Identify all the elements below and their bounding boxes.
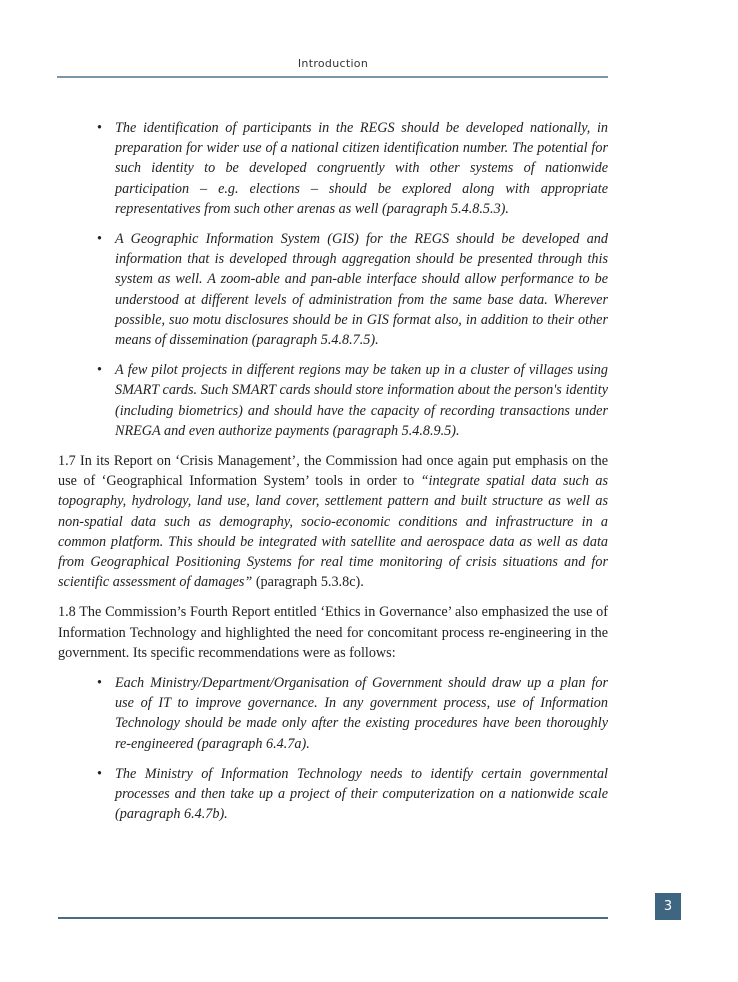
list-item <box>58 764 608 825</box>
list-item <box>58 118 608 219</box>
list-item-text: A Geographic Information System (GIS) for the REGS should be developed and information that is developed through aggregation should be presented through this system as well. A zoom-able and pan-able interface should allow performance to be understood at different levels of administration from the same base data. Wherever possible, suo motu disclosures should be in GIS format also, in addition to their other means of dissemination (paragraph 5.4.8.7.5). <box>115 231 608 349</box>
bullet-icon: • <box>97 362 102 379</box>
footer-divider <box>58 917 608 919</box>
recommendation-list-ethics <box>58 673 608 824</box>
header-divider <box>57 76 608 78</box>
bullet-icon: • <box>97 120 102 136</box>
list-item-text: The Ministry of Information Technology needs to identify certain governmental processes and then take up a project of their computerization on a nationwide scale (paragraph 6.4.7b). <box>115 765 608 823</box>
list-item-text: The identification of participants in the REGS should be developed nationally, in preparation for wider use of a national citizen identification number. The potential for such identity to be developed congruently with other systems of nationwide participation – e.g. elections – should be explored along with appropriate representatives from such other arenas as well (paragraph 5.4.8.5.3). <box>115 120 608 217</box>
running-header: Introduction <box>297 57 369 70</box>
paragraph-lead: 1.7 In its Report on ‘Crisis Management’, the Commission had once again put emphasis on the use of ‘Geographical Information System’ tools in order to <box>58 453 608 490</box>
paragraph-1-8: 1.8 The Commission’s Fourth Report entitled ‘Ethics in Governance’ also emphasized the use of Information Technology and highlighted the need for concomitant process re-engineering in the government. Its specific recommendations were as follows: <box>58 604 608 661</box>
list-item <box>58 229 608 350</box>
list-item-text: Each Ministry/Department/Organisation of Government should draw up a plan for use of IT to improve governance. In any government process, use of Information Technology should be made only after the existing procedures have been thoroughly re-engineered (paragraph 6.4.7a). <box>115 675 608 752</box>
bullet-icon: • <box>97 231 102 248</box>
recommendation-list-regs <box>58 118 608 441</box>
list-item-text: A few pilot projects in different regions may be taken up in a cluster of villages using SMART cards. Such SMART cards should store information about the person's identity (including biometrics) and should have the capacity of recording transactions under NREGA and even authorize payments (paragraph 5.4.8.9.5). <box>115 362 608 439</box>
paragraph-quote: “integrate spatial data such as topography, hydrology, land use, land cover, settlement pattern and built structure as well as non-spatial data such as demography, socio-economic conditions and infrastructure in a common platform. This should be integrated with satellite and aerospace data as well as data from Geographical Positioning Systems for real time monitoring of crisis situations and for scientific assessment of damages” <box>58 473 608 591</box>
paragraph-1-7 <box>58 451 608 592</box>
page-body <box>58 118 608 835</box>
bullet-icon: • <box>97 675 102 692</box>
bullet-icon: • <box>97 765 102 782</box>
list-item <box>58 673 608 754</box>
page-number-badge: 3 <box>655 893 681 920</box>
list-item <box>58 360 608 441</box>
paragraph-citation: (paragraph 5.3.8c). <box>252 574 364 591</box>
